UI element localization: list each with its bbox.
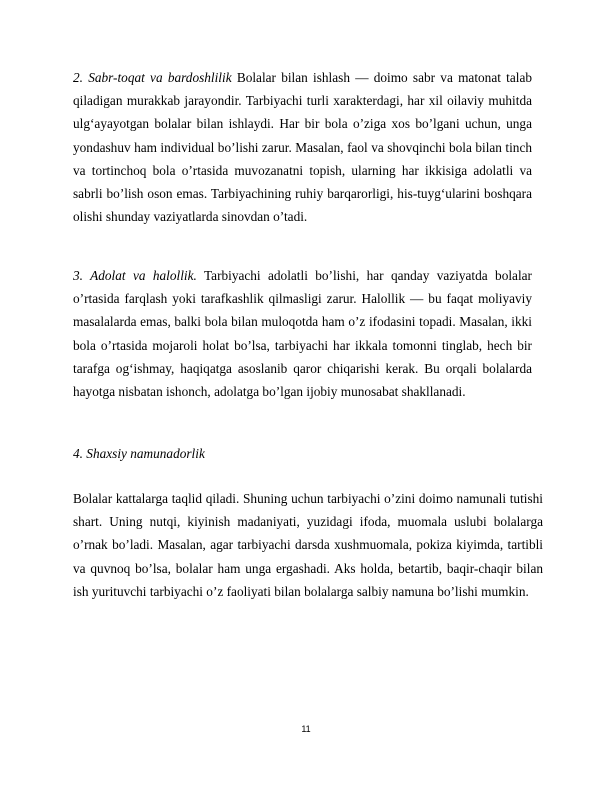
section-body-namunadorlik: Bolalar kattalarga taqlid qiladi. Shuning uchun tarbiyachi o’zini doimo namunali tutishi shart. Uning nutqi, kiyinish madaniyati, yuzidagi ifoda, muomala uslubi bolalarga o’rnak bo’ladi. Masalan, agar tarbiyachi darsda xushmuomala, pokiza kiyimda, tartibli va quvnoq bo’lsa, bolalar ham unga ergashadi. Aks holda, betartib, baqir-chaqir bilan ish yurituvchi tarbiyachi o’z faoliyati bilan bolalarga salbiy namuna bo’lishi mumkin.: [73, 491, 543, 599]
section-heading-namunadorlik-line: [73, 442, 543, 465]
section-body-sabr-toqat: Bolalar bilan ishlash — doimo sabr va matonat talab qiladigan murakkab jarayondir. Tarbiyachi turli xarakterdagi, har xil oilaviy muhitda ulg‘ayayotgan bolalar bilan ishlaydi. Har bir bola o’ziga xos bo’lgani uchun, unga yondashuv ham individual bo’lishi zarur. Masalan, faol va shovqinchi bola bilan tinch va tortinchoq bola o’rtasida muvozanatni topish, ularning har ikkisiga adolatli va sabrli bo’lish oson emas. Tarbiyachining ruhiy barqarorligi, his-tuyg‘ularini boshqara olishi shunday vaziyatlarda sinovdan o’tadi.: [73, 70, 532, 225]
section-sabr-toqat-paragraph: [73, 66, 532, 228]
section-heading-namunadorlik: 4. Shaxsiy namunadorlik: [73, 446, 205, 461]
section-adolat-paragraph: [73, 264, 532, 403]
section-heading-adolat: 3. Adolat va halollik.: [73, 268, 197, 283]
section-body-adolat: Tarbiyachi adolatli bo’lishi, har qanday vaziyatda bolalar o’rtasida farqlash yoki tarafkashlik qilmasligi zarur. Halollik — bu faqat moliyaviy masalalarda emas, balki bola bilan muloqotda ham o’z ifodasini topadi. Masalan, ikki bola o’rtasida mojaroli holat bo’lsa, tarbiyachi har ikkala tomonni tinglab, hech bir tarafga og‘ishmay, haqiqatga asoslanib qaror chiqarishi kerak. Bu orqali bolalarda hayotga nisbatan ishonch, adolatga bo’lgan ijobiy munosabat shakllanadi.: [73, 268, 532, 400]
section-heading-sabr-toqat: 2. Sabr-toqat va bardoshlilik: [73, 70, 232, 85]
page-number: 11: [301, 724, 311, 734]
